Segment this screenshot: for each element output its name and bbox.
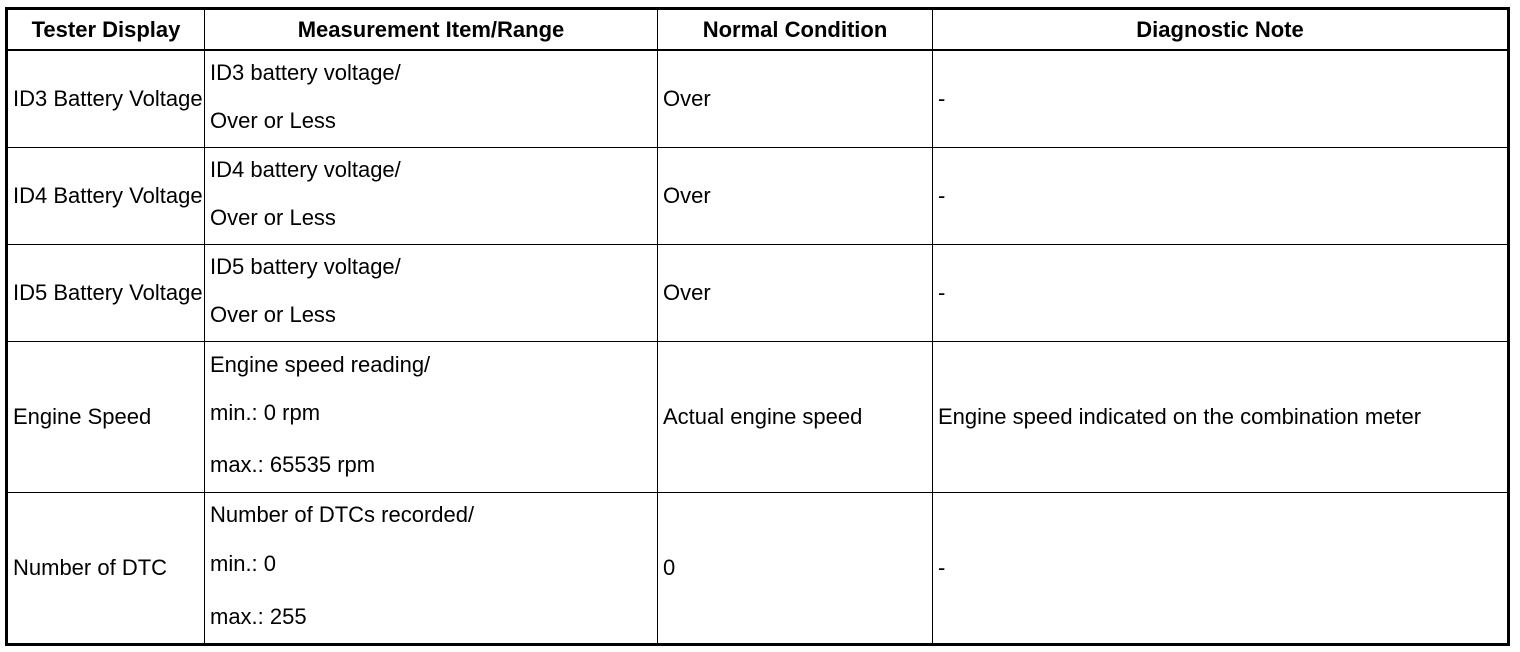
diagnostic-note-cell: Engine speed indicated on the combination meter — [933, 342, 1509, 493]
diagnostic-note-cell: - — [933, 50, 1509, 148]
measurement-range-line: Over or Less — [210, 205, 336, 230]
tester-display-cell: Engine Speed — [7, 342, 205, 493]
header-tester-display: Tester Display — [7, 9, 205, 51]
measurement-item-line: Engine speed reading/ — [210, 352, 431, 377]
normal-condition-cell: Over — [658, 148, 933, 245]
measurement-range-line: Over or Less — [210, 108, 336, 133]
measurement-item-line: ID5 battery voltage/ — [210, 254, 401, 279]
measurement-item-line: ID4 battery voltage/ — [210, 157, 401, 182]
data-list-table — [5, 7, 1510, 646]
header-row — [7, 9, 1509, 51]
measurement-item-cell — [205, 342, 658, 493]
measurement-item-line: Number of DTCs recorded/ — [210, 502, 475, 527]
measurement-max-line: max.: 255 — [210, 604, 307, 629]
normal-condition-cell: Actual engine speed — [658, 342, 933, 493]
tester-display-cell: Number of DTC — [7, 493, 205, 645]
normal-condition-cell: Over — [658, 50, 933, 148]
normal-condition-cell: Over — [658, 245, 933, 342]
diagnostic-note-cell: - — [933, 148, 1509, 245]
measurement-item-line: ID3 battery voltage/ — [210, 60, 401, 85]
diagnostic-note-cell: - — [933, 245, 1509, 342]
table-row — [7, 493, 1509, 645]
diagnostic-note-cell: - — [933, 493, 1509, 645]
table-row — [7, 342, 1509, 493]
header-measurement-item-range: Measurement Item/Range — [205, 9, 658, 51]
table-row — [7, 148, 1509, 245]
measurement-min-line: min.: 0 — [210, 551, 277, 576]
measurement-item-cell — [205, 493, 658, 645]
normal-condition-cell: 0 — [658, 493, 933, 645]
tester-display-cell: ID3 Battery Voltage — [7, 50, 205, 148]
header-diagnostic-note: Diagnostic Note — [933, 9, 1509, 51]
measurement-item-cell — [205, 245, 658, 342]
table-row — [7, 50, 1509, 148]
measurement-range-line: Over or Less — [210, 302, 336, 327]
measurement-min-line: min.: 0 rpm — [210, 400, 321, 425]
measurement-max-line: max.: 65535 rpm — [210, 452, 376, 477]
table-row — [7, 245, 1509, 342]
tester-display-cell: ID5 Battery Voltage — [7, 245, 205, 342]
measurement-item-cell — [205, 50, 658, 148]
header-normal-condition: Normal Condition — [658, 9, 933, 51]
tester-display-cell: ID4 Battery Voltage — [7, 148, 205, 245]
measurement-item-cell — [205, 148, 658, 245]
